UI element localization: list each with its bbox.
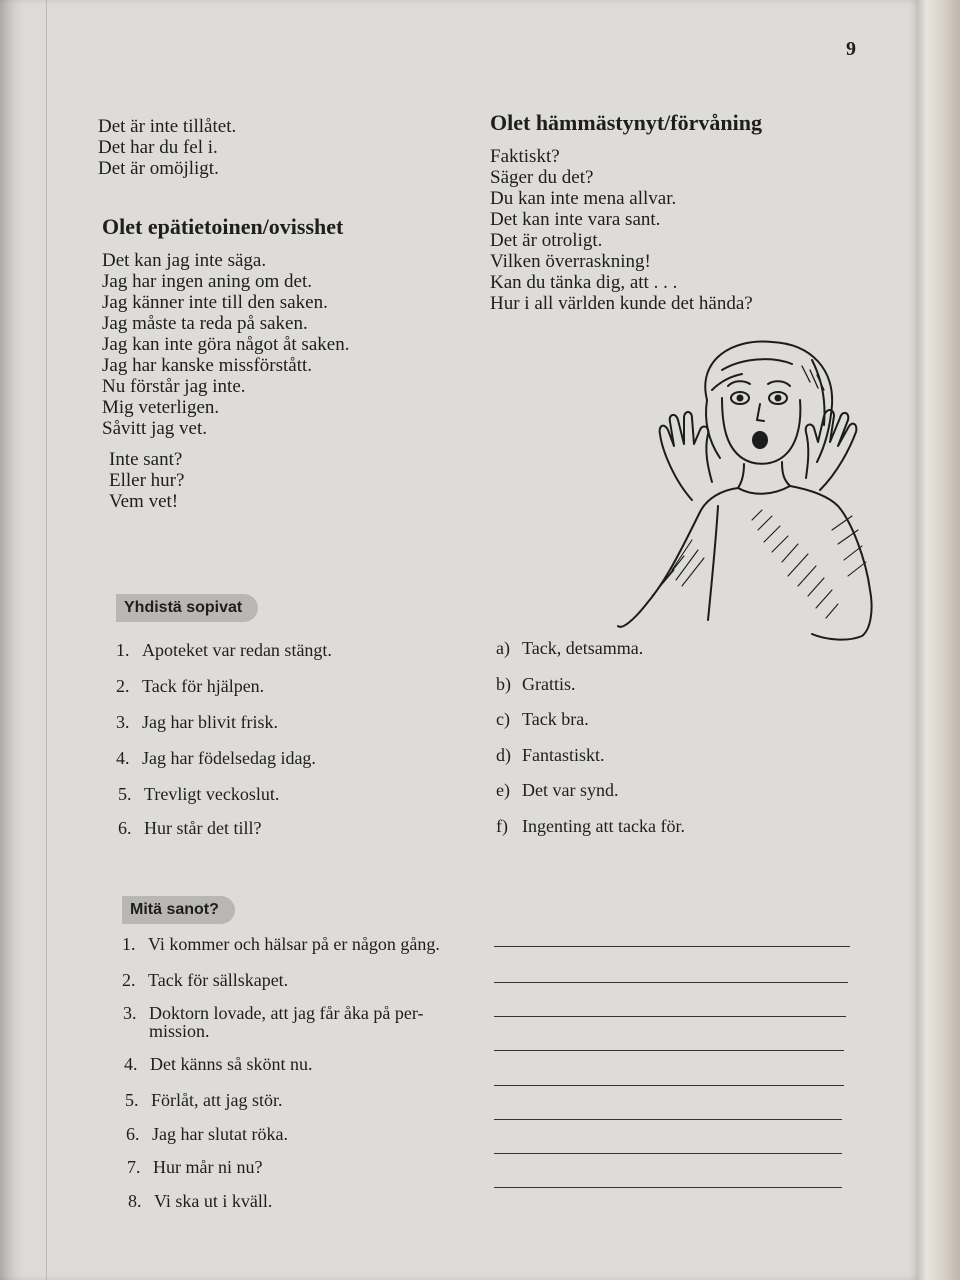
phrase-line: Det är otroligt. — [490, 230, 603, 251]
match-exercise-title: Yhdistä sopivat — [116, 594, 258, 622]
answer-line[interactable] — [494, 1085, 844, 1086]
phrase-line: Det kan jag inte säga. — [102, 250, 267, 271]
phrase-line: Vem vet! — [109, 491, 179, 512]
phrase-line: Du kan inte mena allvar. — [490, 188, 677, 209]
phrase-line: Eller hur? — [109, 470, 185, 491]
shading-hatch — [652, 540, 704, 596]
phrase-line: Mig veterligen. — [102, 397, 220, 418]
phrase-line: Nu förstår jag inte. — [102, 376, 246, 397]
answer-line[interactable] — [494, 946, 850, 947]
phrase-line: Jag har ingen aning om det. — [102, 271, 313, 292]
answer-line[interactable] — [494, 1016, 846, 1017]
surprise-section — [490, 110, 762, 314]
match-left-item: 6. Hur står det till? — [118, 818, 262, 838]
face-outline-icon — [722, 398, 800, 464]
say-item: 1. Vi kommer och hälsar på er någon gång. — [122, 934, 440, 954]
surprise-heading: Olet hämmästynyt/förvåning — [490, 110, 762, 135]
say-exercise-title: Mitä sanot? — [122, 896, 235, 924]
surprised-woman-illustration — [612, 330, 882, 650]
open-mouth-icon — [753, 432, 767, 448]
say-item: 8. Vi ska ut i kväll. — [128, 1191, 273, 1211]
match-left-item: 5. Trevligt veckoslut. — [118, 784, 280, 804]
phrase-line: Jag kan inte göra något åt saken. — [102, 334, 350, 355]
match-right-item: a) Tack, detsamma. — [496, 638, 644, 658]
match-right-item: d) Fantastiskt. — [496, 745, 605, 765]
phrase-line: Faktiskt? — [490, 146, 560, 167]
disallowed-phrases — [98, 116, 236, 179]
phrase-line: Det kan inte vara sant. — [490, 209, 661, 230]
say-item: 5. Förlåt, att jag stör. — [125, 1090, 283, 1110]
match-left-item: 3. Jag har blivit frisk. — [116, 712, 278, 732]
phrase-line: Det är inte tillåtet. — [98, 116, 237, 137]
uncertainty-short-phrases — [109, 449, 349, 512]
say-item: 2. Tack för sällskapet. — [122, 970, 289, 990]
phrase-line: Jag måste ta reda på saken. — [102, 313, 308, 334]
answer-line[interactable] — [494, 1187, 842, 1188]
phrase-line: Kan du tänka dig, att . . . — [490, 272, 678, 293]
phrase-line: Säger du det? — [490, 167, 594, 188]
right-hand-icon — [806, 410, 857, 490]
match-right-item: c) Tack bra. — [496, 709, 589, 729]
phrase-line: Vilken överraskning! — [490, 251, 651, 272]
uncertainty-phrases — [102, 250, 349, 439]
answer-line[interactable] — [494, 1050, 844, 1051]
answer-line[interactable] — [494, 1119, 842, 1120]
phrase-line: Såvitt jag vet. — [102, 418, 208, 439]
uncertainty-heading: Olet epätietoinen/ovisshet — [102, 214, 344, 239]
phrase-line: Det är omöjligt. — [98, 158, 219, 179]
page-number: 9 — [846, 38, 856, 60]
match-right-item: b) Grattis. — [496, 674, 576, 694]
phrase-line: Jag har kanske missförstått. — [102, 355, 313, 376]
left-hand-icon — [660, 412, 712, 500]
match-left-item: 1. Apoteket var redan stängt. — [116, 640, 332, 660]
match-right-item: f) Ingenting att tacka för. — [496, 816, 685, 836]
answer-line[interactable] — [494, 1153, 842, 1154]
phrase-line: Det har du fel i. — [98, 137, 218, 158]
phrase-line: Jag känner inte till den saken. — [102, 292, 328, 313]
surprise-phrases — [490, 146, 762, 314]
phrase-line: Inte sant? — [109, 449, 183, 470]
page-edge-background — [918, 0, 960, 1280]
say-item: 7. Hur mår ni nu? — [127, 1157, 263, 1177]
say-item: 4. Det känns så skönt nu. — [124, 1054, 313, 1074]
say-item: 6. Jag har slutat röka. — [126, 1124, 288, 1144]
right-shoulder-outline — [790, 486, 872, 640]
match-left-item: 4. Jag har födelsedag idag. — [116, 748, 316, 768]
left-shoulder-outline — [618, 488, 738, 627]
say-item: 3. Doktorn lovade, att jag får åka på per- — [123, 1003, 424, 1023]
match-right-item: e) Det var synd. — [496, 780, 619, 800]
uncertainty-section — [102, 214, 349, 512]
say-item-continuation: mission. — [149, 1021, 210, 1041]
phrase-line: Hur i all världen kunde det hända? — [490, 293, 753, 314]
answer-line[interactable] — [494, 982, 848, 983]
match-left-item: 2. Tack för hjälpen. — [116, 676, 265, 696]
page-gutter — [46, 0, 47, 1280]
